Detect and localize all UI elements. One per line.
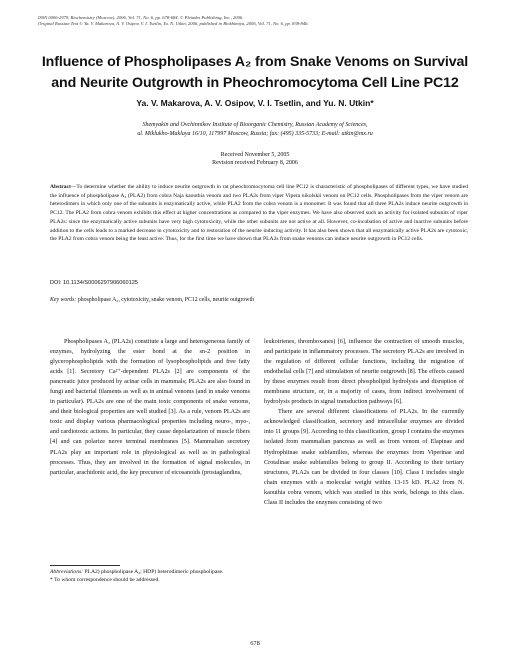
abbreviations-footnote — [50, 569, 250, 577]
body-column-right — [264, 337, 464, 508]
body-column-left — [50, 337, 250, 478]
abbreviations-label: Abbreviations: — [50, 569, 84, 575]
body-paragraph: Phospholipases A₂ (PLA2s) constitute a large and heterogeneous family of enzymes, hydrolyzing the ester bond at the sn-2 position in glycerophospholipids with the formation of lysophospholipids and free fatty acids [1]. Secretory Ca²⁺-dependent PLA2s [2] are components of the pancreatic juice produced by acinar cells in mammals; PLA2s are also found in fungi and bacterial filaments as well as in animal venoms (and in snake venoms in particular). PLA2s are one of the main toxic components of snake venoms, and their biological properties are well studied [3]. As a rule, venom PLA2s are toxic and display various pharmacological properties including neuro-, myo-, and cardiotoxic actions. In particular, they cause depolarization of muscle fibers [4] and can polarize nerve terminal membranes [5]. Mammalian secretory PLA2s play an important role in physiological as well as in pathological processes. Thus, they are involved in the formation of signal molecules, in particular, arachidonic acid, the key precursor of eicosanoids (prostaglandins, — [50, 338, 250, 476]
footnotes — [50, 569, 250, 585]
received-date: Received November 5, 2005 — [220, 152, 290, 158]
keywords — [50, 297, 468, 303]
abbreviations-text: PLA2) phospholipase A₂; HDP) heterodimeric phospholipase. — [83, 569, 224, 575]
abstract — [50, 183, 468, 244]
journal-header-line-1: ISSN 0006-2979, Biochemistry (Moscow), 2006, Vol. 71, No. 6, pp. 678-684. © Pleiades Publishing, Inc., 2006. — [38, 15, 244, 20]
body-paragraph: There are several different classifications of PLA2s. In the currently acknowledged classification, secretory and intracellular enzymes are divided into 11 groups [9]. According to this classification, group I contains the enzymes isolated from mammalian pancreas as well as from venom of Elapinae and Hydrophiinae snake subfamilies, whereas the enzymes from Viperinae and Crotalinae snake subfamilies belong to group II. According to their tertiary structures, PLA2s can be divided in four classes [10]. Class I includes single chain enzymes with a molecular weight within 13-15 kD. PLA2 from N. kaouthia cobra venom, which was studied in this work, belongs to this class. Class II includes the enzymes consisting of two — [264, 408, 464, 506]
abstract-label: Abstract — [50, 184, 71, 190]
page-number: 678 — [250, 640, 260, 647]
body-paragraph: leukotrienes, thromboxanes) [6], influence the contraction of smooth muscles, and participate in inflammatory processes. The secretory PLA2s are involved in the regulation of different cellular functions, including the migration of endothelial cells [7] and stimulation of neurite outgrowth [8]. The effects caused by these enzymes result from direct phospholipid hydrolysis and disruption of membrane structure, or, in a majority of cases, from indirect involvement of hydrolysis products in signal transduction pathways [6]. — [264, 338, 464, 406]
journal-header-line-2: Original Russian Text © Ya. V. Makarova, A. V. Osipov, V. I. Tsetlin, Yu. N. Utkin, 2006, published in Biokhimiya, 2006, Vol. 71, No. 6, pp. 838-846. — [38, 21, 309, 27]
abstract-text: —To determine whether the ability to induce neurite outgrowth in rat pheochromocytoma cell line PC12 is characteristic of phospholipases of different types, we have studied the influence of phospholipase A₂ (PLA2) from cobra Naja kaouthia venom and two PLA2s from viper Vipera nikolskii venom on PC12 cells. Phospholipases from the viper venom are heterodimers in which only one of the subunits is enzymatically active, while PLA2 from the cobra venom is a monomer. It was found that all three PLA2s induce neurite outgrowth in PC12. The PLA2 from cobra venom exhibits this effect at higher concentrations as compared to the viper enzymes. We have also observed such an activity for isolated subunits of viper PLA2s: since the enzymatically active subunits have very high cytotoxicity, while the other subunits are not active at all. However, co-incubation of active and inactive subunits before addition to the cells leads to a marked decrease in cytotoxicity and to restoration of the neurite inducing activity. It has also been shown that all enzymatically active PLA2s are cytotoxic, the PLA2 from cobra venom being the least active. Thus, for the first time we have shown that PLA2s from snake venoms can induce neurite outgrowth in PC12 cells. — [50, 184, 468, 243]
keywords-label: Key words: — [50, 297, 77, 303]
journal-header — [38, 15, 478, 28]
keywords-text: phospholipase A₂, cytotoxicity, snake venom, PC12 cells, neurite outgrowth — [77, 297, 254, 303]
article-title: Influence of Phospholipases A₂ from Snake Venoms on Survival and Neurite Outgrowth in Pheochromocytoma Cell Line PC12 — [41, 54, 469, 91]
affiliation-line-2: ul. Miklukho-Maklaya 16/10, 117997 Moscow, Russia; fax: (495) 335-5733; E-mail: utkin@mx.ru — [137, 130, 373, 137]
article-authors: Ya. V. Makarova, A. V. Osipov, V. I. Tsetlin, and Yu. N. Utkin* — [136, 98, 374, 108]
doi: DOI: 10.1134/S0006297906060125 — [50, 280, 138, 286]
affiliation — [40, 121, 470, 138]
correspondence-footnote: * To whom correspondence should be addressed. — [50, 576, 160, 583]
revised-date: Revision received February 8, 2006 — [212, 160, 298, 167]
footnote-divider — [50, 565, 120, 566]
affiliation-line-1: Shemyakin and Ovchinnikov Institute of Bioorganic Chemistry, Russian Academy of Sciences, — [142, 122, 368, 128]
dates — [40, 151, 470, 168]
